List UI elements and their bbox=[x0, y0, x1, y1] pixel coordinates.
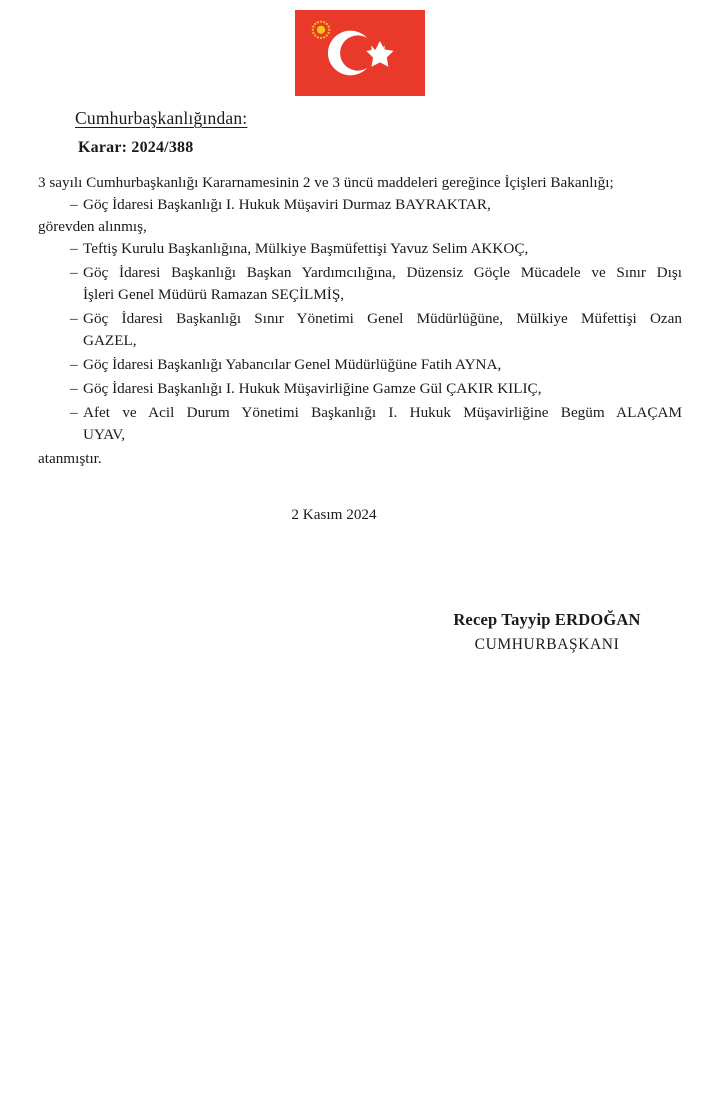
turkish-flag-emblem bbox=[295, 10, 425, 96]
list-item bbox=[38, 308, 682, 352]
list-dash-icon: – bbox=[70, 264, 78, 281]
document-header bbox=[0, 108, 720, 158]
list-item bbox=[38, 402, 682, 446]
list-item bbox=[38, 262, 682, 306]
dismissal-entry-text: Göç İdaresi Başkanlığı I. Hukuk Müşaviri Durmaz BAYRAKTAR, bbox=[83, 196, 491, 213]
appointment-text-line2: UYAV, bbox=[83, 426, 126, 443]
appointment-text bbox=[83, 402, 682, 446]
appointment-text: Teftiş Kurulu Başkanlığına, Mülkiye Başmüfettişi Yavuz Selim AKKOÇ, bbox=[83, 240, 529, 257]
appointment-text bbox=[83, 262, 682, 306]
decree-date: 2 Kasım 2024 bbox=[291, 506, 377, 523]
intro-paragraph: 3 sayılı Cumhurbaşkanlığı Kararnamesinin 2 ve 3 üncü maddeleri gereğince İçişleri Bakanlığı; bbox=[38, 174, 614, 191]
closing-verb: atanmıştır. bbox=[38, 450, 102, 467]
list-item bbox=[38, 378, 682, 400]
list-dash-icon: – bbox=[70, 404, 78, 421]
appointment-list bbox=[38, 238, 682, 446]
issuing-authority-title: Cumhurbaşkanlığından: bbox=[75, 108, 248, 128]
list-dash-icon: – bbox=[70, 356, 78, 373]
appointment-text: Göç İdaresi Başkanlığı I. Hukuk Müşavirliğine Gamze Gül ÇAKIR KILIÇ, bbox=[83, 380, 542, 397]
appointment-text-line1: Afet ve Acil Durum Yönetimi Başkanlığı I. Hukuk Müşavirliğine Begüm ALAÇAM bbox=[83, 404, 682, 421]
list-item bbox=[38, 238, 682, 260]
dismissal-verb: görevden alınmış, bbox=[38, 218, 147, 235]
list-item bbox=[38, 354, 682, 376]
appointment-text-line1: Göç İdaresi Başkanlığı Başkan Yardımcılığına, Düzensiz Göçle Mücadele ve Sınır Dışı bbox=[83, 264, 682, 281]
appointment-text-line1: Göç İdaresi Başkanlığı Sınır Yönetimi Genel Müdürlüğüne, Mülkiye Müfettişi Ozan bbox=[83, 310, 682, 327]
appointment-text bbox=[83, 308, 682, 352]
list-dash-icon: – bbox=[70, 310, 78, 327]
dismissal-entry bbox=[38, 194, 682, 216]
document-body bbox=[38, 172, 682, 470]
list-dash-icon: – bbox=[70, 196, 78, 213]
turkish-flag-svg bbox=[295, 10, 425, 96]
appointment-text-line2: İşleri Genel Müdürü Ramazan SEÇİLMİŞ, bbox=[83, 286, 345, 303]
list-dash-icon: – bbox=[70, 380, 78, 397]
sun-core bbox=[317, 26, 325, 34]
appointment-text-line2: GAZEL, bbox=[83, 332, 137, 349]
list-dash-icon: – bbox=[70, 240, 78, 257]
signatory-name: Recep Tayyip ERDOĞAN bbox=[453, 610, 641, 629]
signatory-title: CUMHURBAŞKANI bbox=[474, 636, 620, 653]
decision-number-label: Karar: 2024/388 bbox=[78, 138, 194, 156]
signature-block bbox=[407, 610, 687, 654]
appointment-text: Göç İdaresi Başkanlığı Yabancılar Genel Müdürlüğüne Fatih AYNA, bbox=[83, 356, 502, 373]
